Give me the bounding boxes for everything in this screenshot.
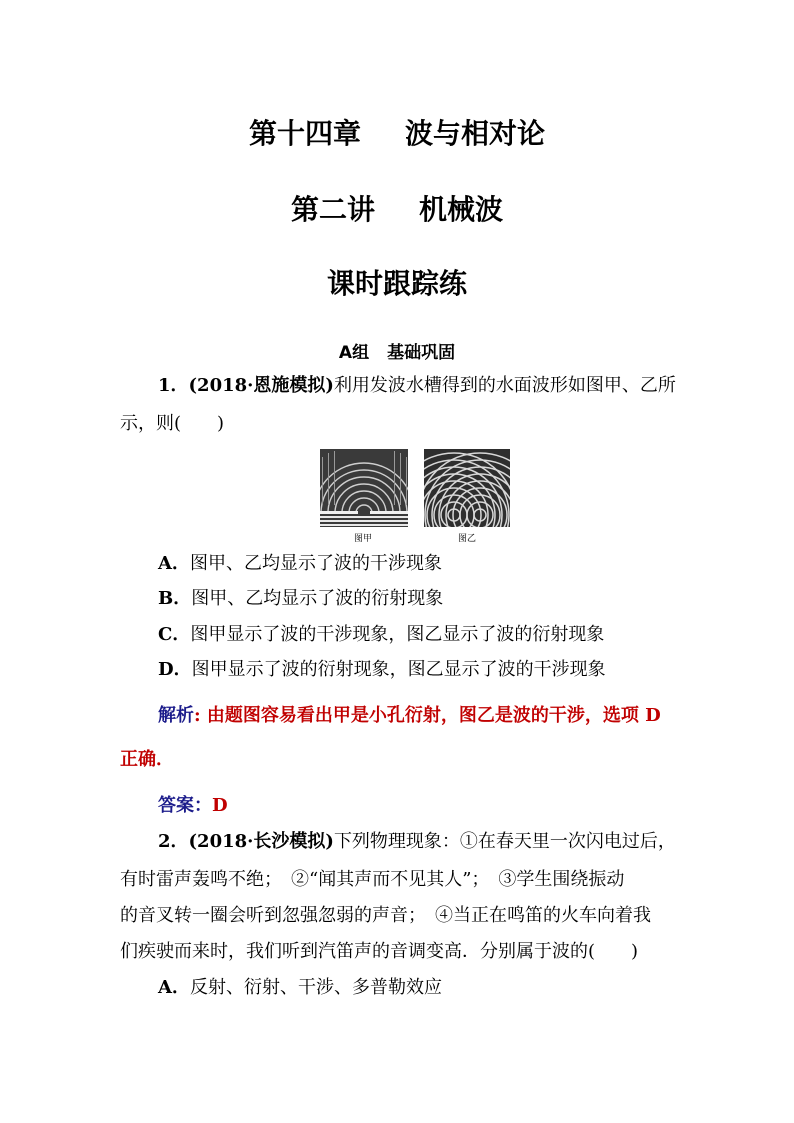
q1-number: 1． xyxy=(158,375,189,396)
option-text: 图甲、乙均显示了波的衍射现象 xyxy=(191,588,444,609)
option-text: 图甲、乙均显示了波的干涉现象 xyxy=(189,553,442,574)
option-key: A． xyxy=(158,977,190,998)
q1-option-a[interactable] xyxy=(158,546,442,582)
q2-line1 xyxy=(158,824,676,860)
chapter-title: 波与相对论 xyxy=(405,117,546,150)
lecture-number: 第二讲 xyxy=(290,193,375,226)
answer-label: 答案： xyxy=(158,795,212,816)
q1-stem-line2: 示，则( ) xyxy=(120,413,225,434)
q1-stem-text1: 利用发波水槽得到的水面波形如图甲、乙所 xyxy=(333,375,676,396)
q2-line3: 的音叉转一圈会听到忽强忽弱的声音； ④当正在鸣笛的火车向着我 xyxy=(120,905,651,926)
page-subtitle: 课时跟踪练 xyxy=(326,267,467,300)
analysis-label: 解析 xyxy=(158,705,194,726)
chapter-heading xyxy=(0,112,794,152)
q2-line2: 有时雷声轰鸣不绝； ②“闻其声而不见其人”； ③学生围绕振动 xyxy=(120,869,625,890)
q2-number: 2． xyxy=(158,831,189,852)
option-text: 图甲显示了波的干涉现象，图乙显示了波的衍射现象 xyxy=(190,624,605,645)
option-key: D． xyxy=(158,659,192,680)
lecture-heading xyxy=(0,188,794,228)
group-label: A组 xyxy=(338,343,370,363)
q1-stem-line1 xyxy=(158,368,676,404)
q1-option-c[interactable] xyxy=(158,617,604,653)
q2-option-a[interactable] xyxy=(158,970,442,1006)
option-text: 反射、衍射、干涉、多普勒效应 xyxy=(189,977,442,998)
q2-line4: 们疾驶而来时，我们听到汽笛声的音调变高．分别属于波的( ) xyxy=(120,941,639,962)
q1-analysis-line1 xyxy=(158,698,661,734)
lecture-title: 机械波 xyxy=(419,193,504,226)
q1-source: (2018·恩施模拟) xyxy=(188,375,334,396)
q1-option-b[interactable] xyxy=(158,581,443,617)
figure-jia xyxy=(320,449,408,527)
q1-analysis-line2: 正确． xyxy=(120,749,174,770)
figure-jia-caption: 图甲 xyxy=(354,534,373,544)
group-title: 基础巩固 xyxy=(387,343,456,363)
group-heading xyxy=(0,338,794,363)
option-key: B． xyxy=(158,588,192,609)
figure-yi-caption: 图乙 xyxy=(458,534,477,544)
q2-text1: 下列物理现象：①在春天里一次闪电过后， xyxy=(333,831,676,852)
figure-yi xyxy=(424,449,510,527)
option-key: C． xyxy=(158,624,191,645)
q1-answer xyxy=(158,788,228,824)
analysis-text: : 由题图容易看出甲是小孔衍射，图乙是波的干涉，选项 D xyxy=(194,705,661,726)
option-key: A． xyxy=(158,553,190,574)
option-text: 图甲显示了波的衍射现象，图乙显示了波的干涉现象 xyxy=(191,659,606,680)
answer-value: D xyxy=(212,795,228,816)
q1-option-d[interactable] xyxy=(158,652,606,688)
q2-source: (2018·长沙模拟) xyxy=(188,831,334,852)
chapter-number: 第十四章 xyxy=(248,117,361,150)
